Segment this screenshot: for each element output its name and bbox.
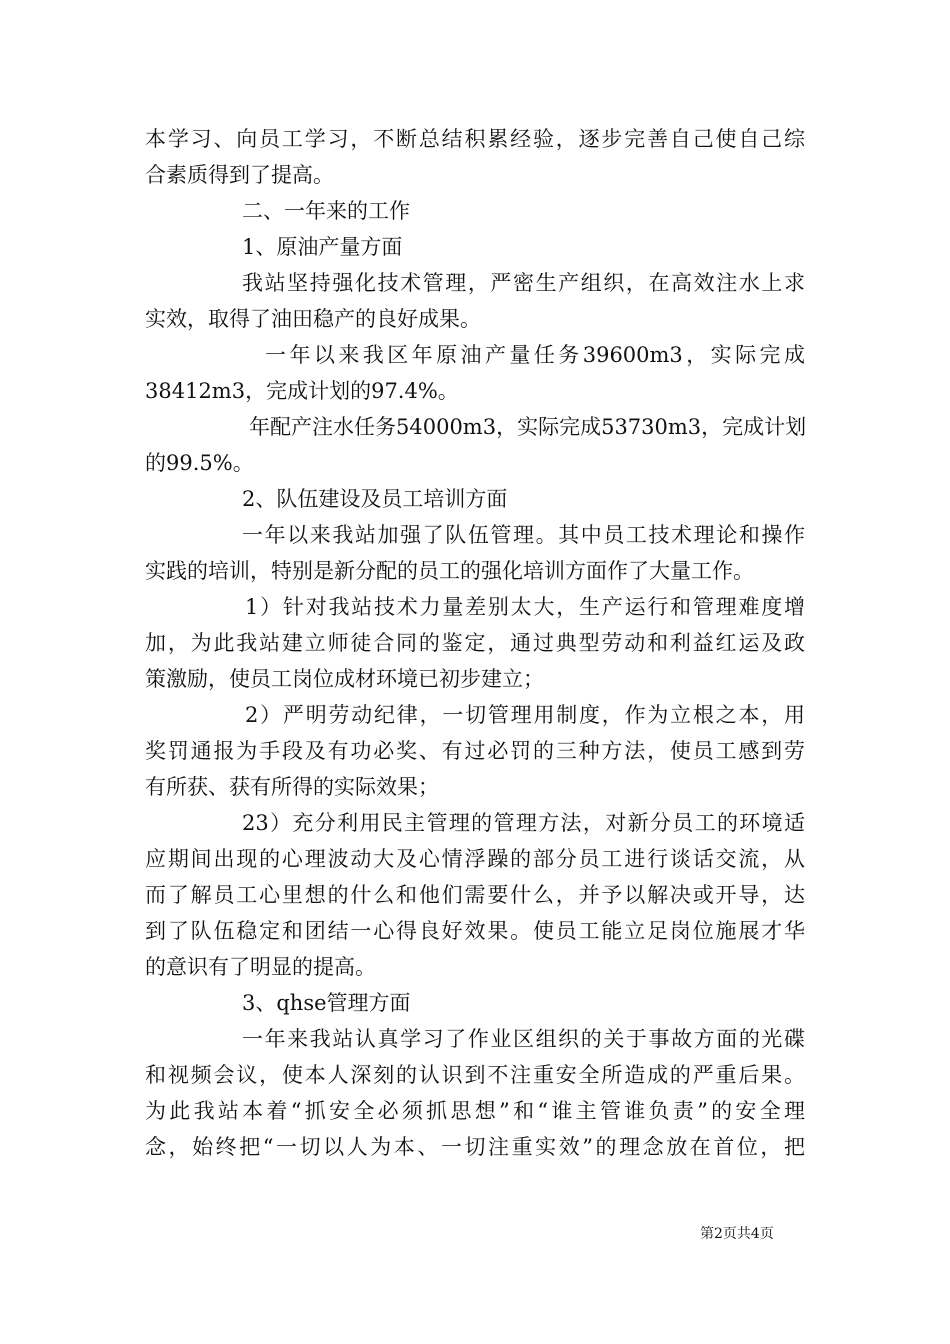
text-line: 我站坚持强化技术管理，严密生产组织，在高效注水上求 (242, 271, 805, 295)
text-line: 实效，取得了油田稳产的良好成果。 (145, 307, 481, 331)
subsection-heading: 2、队伍建设及员工培训方面 (242, 487, 508, 511)
text-line: 奖罚通报为手段及有功必奖、有过必罚的三种方法，使员工感到劳 (145, 739, 805, 763)
text-line: 一年以来我站加强了队伍管理。其中员工技术理论和操作 (242, 523, 805, 547)
page-number: 第2页共4页 (700, 1226, 774, 1242)
text-line: 应期间出现的心理波动大及心情浮躁的部分员工进行谈话交流，从 (145, 847, 805, 871)
text-line: 本学习、向员工学习，不断总结积累经验，逐步完善自己使自己综 (145, 127, 805, 151)
text-line: 一年以来我区年原油产量任务39600m3，实际完成 (265, 343, 805, 367)
text-line: 的99.5%。 (145, 451, 254, 475)
text-line: 实践的培训，特别是新分配的员工的强化培训方面作了大量工作。 (145, 559, 754, 583)
text-line: 合素质得到了提高。 (145, 163, 334, 187)
text-line: 1）针对我站技术力量差别太大，生产运行和管理难度增 (245, 595, 805, 619)
text-line: 23）充分利用民主管理的管理方法，对新分员工的环境适 (242, 811, 805, 835)
subsection-heading: 1、原油产量方面 (242, 235, 403, 259)
section-heading: 二、一年来的工作 (242, 199, 410, 223)
text-line: 为此我站本着“抓安全必须抓思想”和“谁主管谁负责”的安全理 (145, 1099, 805, 1123)
document-body (145, 121, 805, 1165)
text-line: 到了队伍稳定和团结一心得良好效果。使员工能立足岗位施展才华 (145, 919, 805, 943)
text-line: 策激励，使员工岗位成材环境已初步建立； (145, 667, 544, 691)
text-line: 加，为此我站建立师徒合同的鉴定，通过典型劳动和利益红运及政 (145, 631, 805, 655)
text-line: 38412m3，完成计划的97.4%。 (145, 379, 459, 403)
text-line: 而了解员工心里想的什么和他们需要什么，并予以解决或开导，达 (145, 883, 805, 907)
subsection-heading: 3、qhse管理方面 (242, 991, 411, 1015)
text-line: 念，始终把“一切以人为本、一切注重实效”的理念放在首位，把 (145, 1135, 805, 1159)
text-line: 一年来我站认真学习了作业区组织的关于事故方面的光碟 (242, 1027, 805, 1051)
text-line: 有所获、获有所得的实际效果； (145, 775, 439, 799)
text-line: 年配产注水任务54000m3，实际完成53730m3，完成计划 (249, 415, 807, 439)
text-line: 的意识有了明显的提高。 (145, 955, 376, 979)
text-line: 和视频会议，使本人深刻的认识到不注重安全所造成的严重后果。 (145, 1063, 805, 1087)
text-line: 2）严明劳动纪律，一切管理用制度，作为立根之本，用 (245, 703, 805, 727)
